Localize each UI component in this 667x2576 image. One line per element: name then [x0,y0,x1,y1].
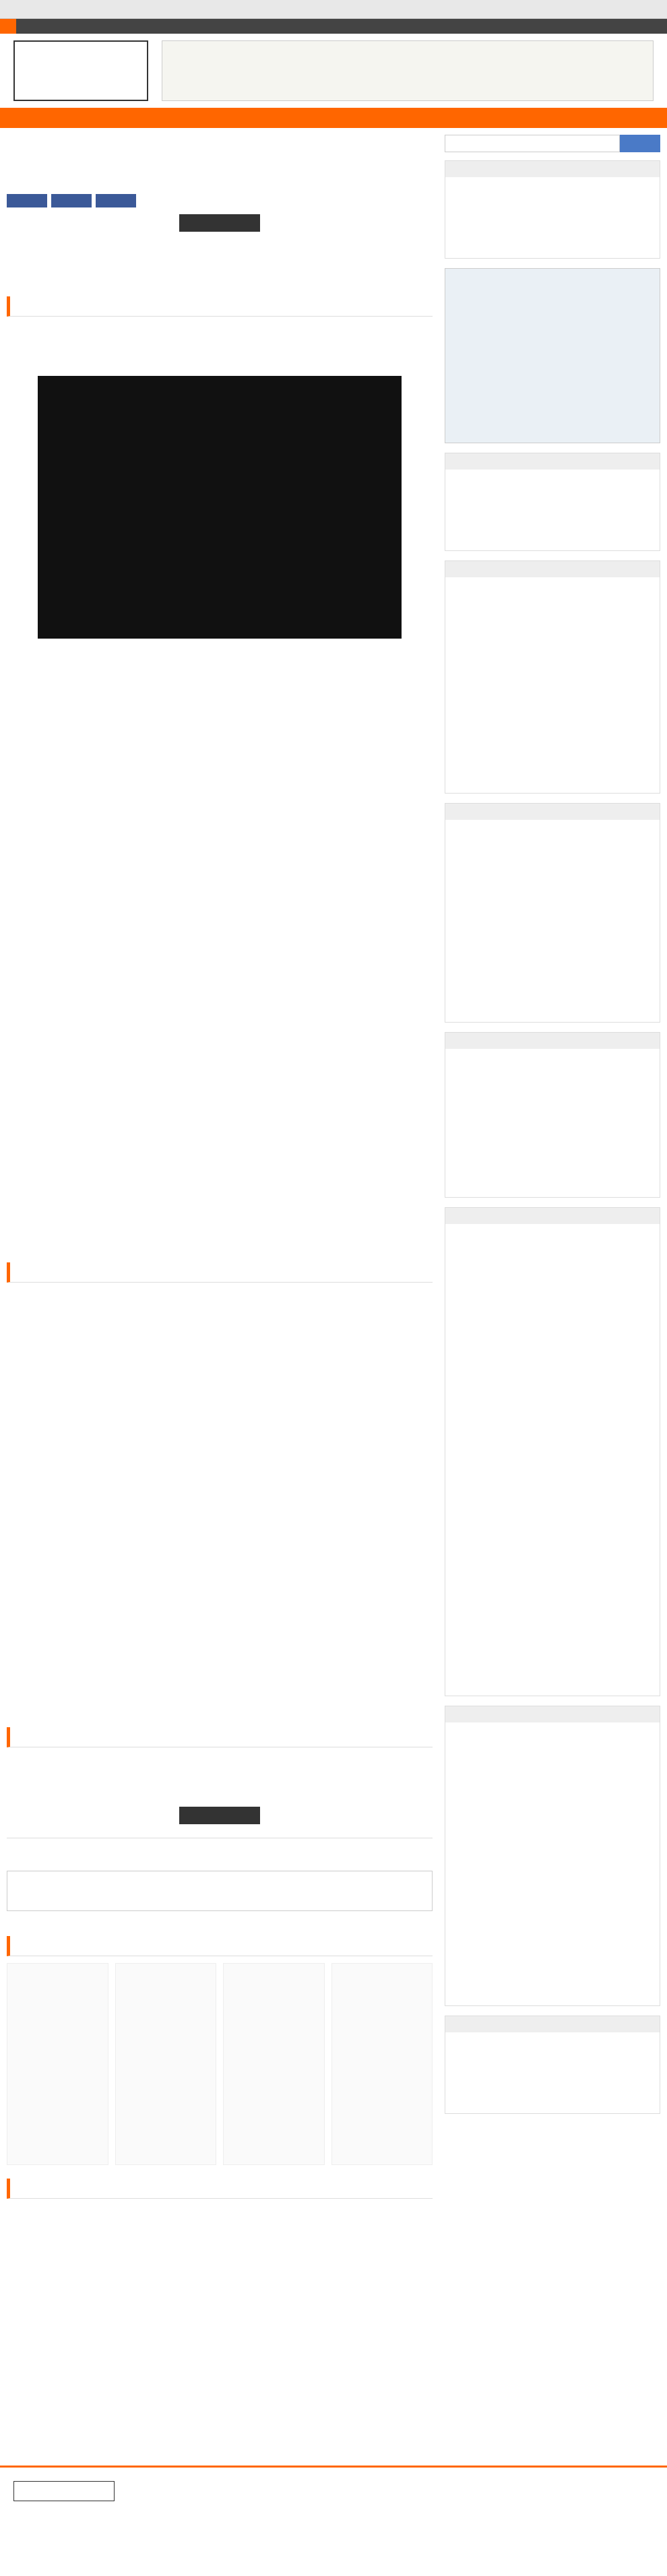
topnav-item[interactable] [162,19,178,34]
mainnav-item[interactable] [54,108,67,128]
related-card[interactable] [115,1963,217,2165]
sidebar-box-title [445,804,660,820]
related-grid [7,1963,433,2165]
section-heading [7,1727,433,1747]
share-button[interactable] [96,194,136,207]
main-navigation [0,108,667,128]
breadcrumb[interactable] [7,135,433,144]
topnav-item[interactable] [49,19,65,34]
next-entry-button[interactable] [179,1807,260,1824]
share-button[interactable] [7,194,47,207]
sidebar-box [445,160,660,259]
topnav-item[interactable] [146,19,162,34]
next-entry-button[interactable] [179,214,260,232]
site-header [0,34,667,108]
section-heading [7,296,433,317]
search-input[interactable] [445,135,620,152]
sidebar-box-title [445,561,660,577]
related-card[interactable] [223,1963,325,2165]
mainnav-item[interactable] [0,108,13,128]
sidebar-box [445,560,660,794]
search-form [445,135,660,152]
sidebar-box [445,803,660,1023]
header-banner-ad[interactable] [162,40,654,101]
sidebar-box [445,453,660,551]
sidebar-box-title [445,1706,660,1722]
top-navigation [0,19,667,34]
topnav-item[interactable] [32,19,49,34]
related-card[interactable] [331,1963,433,2165]
mainnav-item[interactable] [67,108,81,128]
sidebar-box [445,2016,660,2114]
section-continuation [7,1339,433,1716]
sidebar-box [445,1207,660,1696]
topnav-item[interactable] [16,19,32,34]
comments-section [7,1838,433,1925]
sidebar-box-title [445,1208,660,1224]
topnav-item[interactable] [65,19,81,34]
topnav-item[interactable] [129,19,146,34]
article-column [7,135,445,2300]
section-body [7,1753,433,1800]
backnumber-heading [7,2179,433,2199]
backnumber-list [7,2179,433,2300]
share-buttons [7,194,433,207]
comment-input[interactable] [7,1871,433,1911]
sidebar-box-title [445,453,660,470]
comments-heading [7,1852,433,1865]
site-logo[interactable] [13,40,148,101]
mainnav-item[interactable] [40,108,54,128]
section-heading [7,1262,433,1283]
sidebar-box-title [445,1033,660,1049]
topnav-item[interactable] [113,19,129,34]
sidebar-box [445,1032,660,1198]
share-button[interactable] [51,194,92,207]
footer-logo[interactable] [13,2481,115,2501]
topnav-item[interactable] [0,19,16,34]
mainnav-item[interactable] [13,108,27,128]
sidebar [445,135,660,2300]
sidebar-ad[interactable] [445,268,660,443]
article-intro [7,238,433,286]
mainnav-item[interactable] [27,108,40,128]
related-card[interactable] [7,1963,108,2165]
topnav-item[interactable] [97,19,113,34]
browser-url-bar[interactable] [0,0,667,19]
search-button[interactable] [620,135,660,152]
kpi-slide-image [38,376,402,639]
topnav-item[interactable] [81,19,97,34]
section-body [7,322,433,369]
sidebar-box [445,1706,660,2006]
sidebar-box-title [445,161,660,177]
sidebar-box-title [445,2016,660,2032]
mainnav-item[interactable] [94,108,108,128]
mainnav-item[interactable] [81,108,94,128]
section-body [7,1288,433,1335]
site-footer [0,2466,667,2576]
related-heading [7,1936,433,1956]
section-continuation [7,645,433,1252]
article-title [7,147,433,189]
